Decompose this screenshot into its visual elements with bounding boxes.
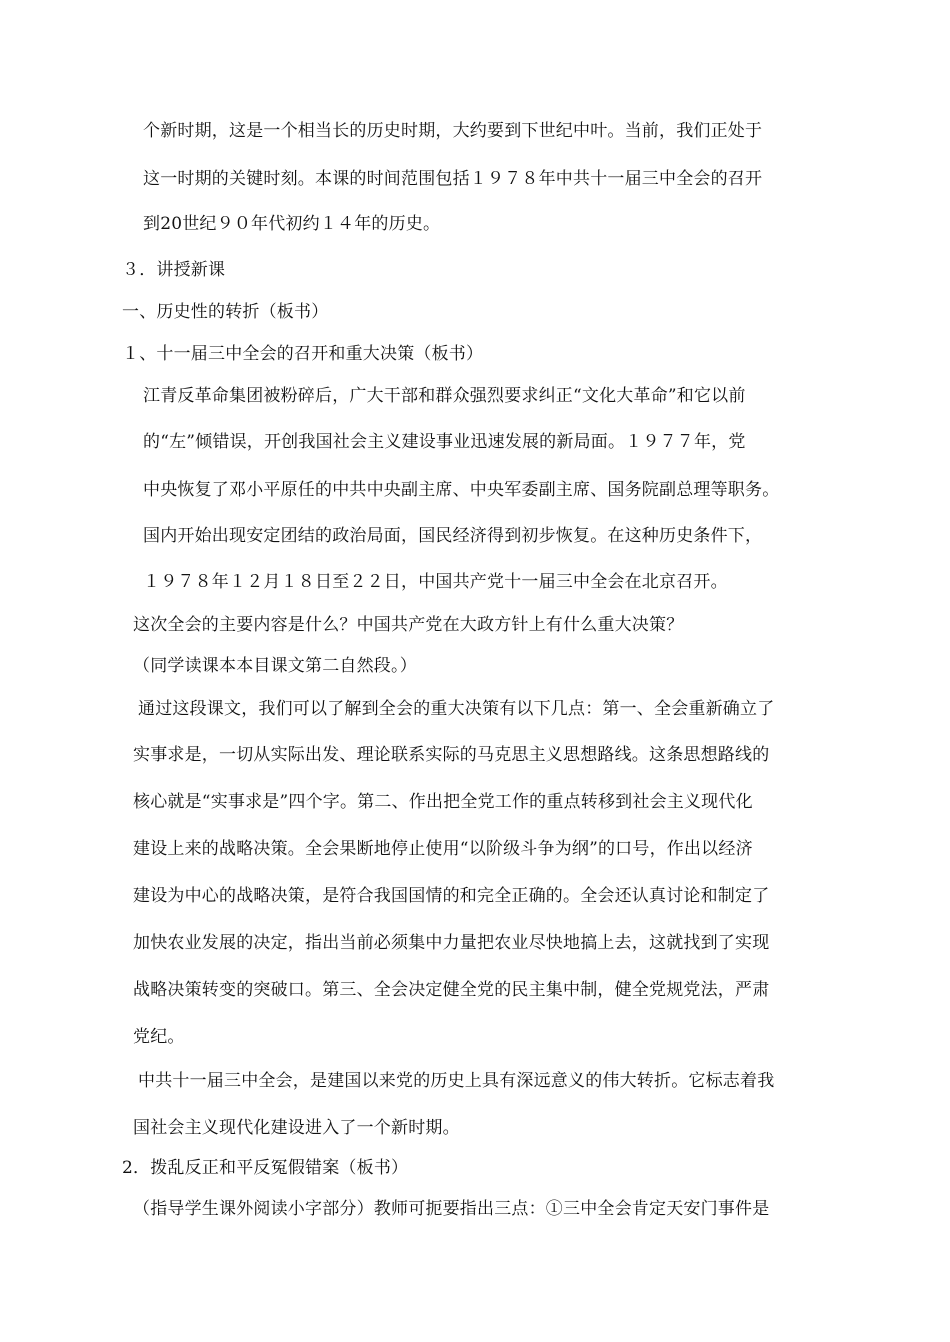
text-line: １９７８年１２月１８日至２２日，中国共产党十一届三中全会在北京召开。	[143, 572, 728, 592]
text-line: 的“左”倾错误，开创我国社会主义建设事业迅速发展的新局面。１９７７年，党	[143, 432, 746, 452]
text-line: 实事求是，一切从实际出发、理论联系实际的马克思主义思想路线。这条思想路线的	[133, 745, 770, 765]
text-line: 战略决策转变的突破口。第三、全会决定健全党的民主集中制，健全党规党法，严肃	[133, 980, 770, 1000]
text-line: 国社会主义现代化建设进入了一个新时期。	[133, 1118, 460, 1138]
text-line: （指导学生课外阅读小字部分）教师可扼要指出三点：①三中全会肯定天安门事件是	[133, 1199, 770, 1219]
text-line: 加快农业发展的决定，指出当前必须集中力量把农业尽快地搞上去，这就找到了实现	[133, 933, 770, 953]
text-line: 通过这段课文，我们可以了解到全会的重大决策有以下几点：第一、全会重新确立了	[138, 699, 775, 719]
subsection-heading: 2．拨乱反正和平反冤假错案（板书）	[122, 1158, 409, 1178]
text-line: 到20世纪９０年代初约１４年的历史。	[143, 214, 441, 234]
text-line: 国内开始出现安定团结的政治局面，国民经济得到初步恢复。在这种历史条件下，	[143, 526, 763, 546]
text-line: 这一时期的关键时刻。本课的时间范围包括１９７８年中共十一届三中全会的召开	[143, 169, 763, 189]
text-line: 个新时期，这是一个相当长的历史时期，大约要到下世纪中叶。当前，我们正处于	[143, 121, 763, 141]
text-line: 这次全会的主要内容是什么？中国共产党在大政方针上有什么重大决策？	[133, 615, 684, 635]
subsection-heading: １、十一届三中全会的召开和重大决策（板书）	[122, 344, 484, 364]
text-line: 中共十一届三中全会，是建国以来党的历史上具有深远意义的伟大转折。它标志着我	[138, 1071, 775, 1091]
text-line: 江青反革命集团被粉碎后，广大干部和群众强烈要求纠正“文化大革命”和它以前	[143, 386, 746, 406]
text-line: 建设上来的战略决策。全会果断地停止使用“以阶级斗争为纲”的口号，作出以经济	[133, 839, 753, 859]
text-line: 中央恢复了邓小平原任的中共中央副主席、中央军委副主席、国务院副总理等职务。	[143, 480, 780, 500]
text-line: （同学读课本本目课文第二自然段。）	[133, 656, 417, 676]
section-heading: 一、历史性的转折（板书）	[122, 302, 329, 322]
text-line: 党纪。	[133, 1027, 185, 1047]
section-heading: ３．讲授新课	[122, 260, 226, 280]
text-line: 核心就是“实事求是”四个字。第二、作出把全党工作的重点转移到社会主义现代化	[133, 792, 753, 812]
text-line: 建设为中心的战略决策，是符合我国国情的和完全正确的。全会还认真讨论和制定了	[133, 886, 770, 906]
